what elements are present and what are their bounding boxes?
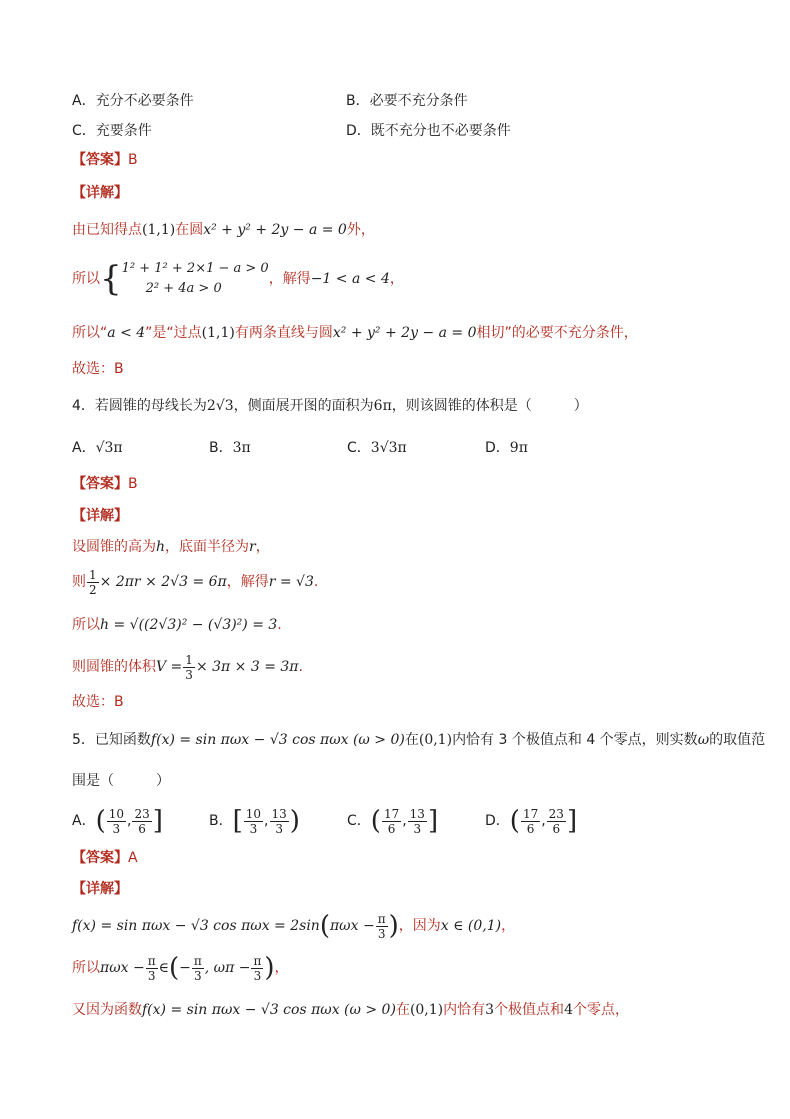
bracket: ]	[427, 806, 439, 836]
answer-tag: 【答案】	[72, 850, 128, 866]
numerator: π	[147, 953, 156, 968]
option-label: D．	[485, 813, 510, 829]
denominator: 6	[552, 821, 561, 836]
paren-open: (	[319, 911, 330, 941]
denominator: 3	[193, 968, 202, 983]
separator: ,	[402, 813, 407, 829]
bracket: [	[232, 806, 243, 836]
paren-open: (	[168, 953, 180, 983]
q5-option-c	[347, 801, 438, 841]
denominator: 3	[413, 821, 422, 836]
text: 则	[72, 574, 86, 590]
q3-option-b: B．必要不充分条件	[346, 93, 468, 109]
bracket: ]	[566, 806, 578, 836]
q4-detail-tag	[72, 506, 128, 526]
q4-choose: 故选：B	[72, 694, 124, 710]
option-label: A．	[72, 440, 96, 456]
fraction	[87, 568, 99, 597]
math: −	[179, 960, 191, 976]
fraction	[132, 807, 151, 836]
math: V =	[156, 659, 183, 675]
math: 6π	[373, 398, 392, 414]
text: 相切”的必要不充分条件，	[476, 325, 638, 341]
q4-detail-line-3	[72, 610, 282, 640]
text: 个零点，	[572, 1002, 629, 1018]
denominator: 3	[147, 968, 156, 983]
math: h	[156, 539, 166, 555]
numerator: 13	[409, 806, 425, 821]
numerator: 23	[548, 806, 564, 821]
math: πωx −	[329, 918, 375, 934]
q5-answer	[72, 848, 138, 868]
math: × 3π × 3 = 3π	[195, 659, 299, 675]
q5-detail-line-2	[72, 950, 289, 986]
fraction	[107, 807, 126, 836]
bracket: (	[370, 806, 381, 836]
text: .	[277, 617, 282, 633]
answer-value: B	[128, 476, 138, 492]
denominator: 6	[138, 821, 146, 836]
option-label: D．	[485, 440, 510, 456]
detail-tag: 【详解】	[72, 881, 128, 897]
fraction	[192, 954, 204, 983]
fraction	[251, 954, 263, 983]
text: ，侧面展开图的面积为	[233, 398, 374, 414]
brace-symbol: {	[100, 259, 122, 299]
denominator: 3	[249, 821, 258, 836]
text: .	[313, 574, 319, 590]
q3-answer	[72, 150, 138, 170]
text: 5．已知函数	[72, 732, 151, 748]
option-label: A．	[72, 813, 96, 829]
denominator: 3	[185, 667, 193, 682]
q4-detail-line-2	[72, 566, 318, 598]
q3-detail-line-1	[72, 220, 375, 240]
q3-option-a: A．充分不必要条件	[72, 93, 194, 109]
text: 在	[404, 732, 419, 748]
answer-tag: 【答案】	[72, 152, 128, 168]
math: ∈	[158, 960, 169, 976]
option-value: √3π	[95, 440, 123, 456]
math: f(x) = sin πωx − √3 cos πωx = 2sin	[72, 918, 320, 934]
text: ”是“过点	[145, 325, 202, 341]
text: ，解得	[226, 574, 269, 590]
text: ，	[255, 539, 270, 555]
q3-option-d: D．既不充分也不必要条件	[346, 123, 511, 139]
text: ，	[389, 271, 404, 287]
numerator: 17	[383, 806, 400, 821]
text: 外，	[346, 222, 375, 238]
fraction	[244, 807, 263, 836]
bracket: ]	[152, 806, 163, 836]
math: −1 < a < 4	[310, 271, 390, 287]
q3-detail-line-2	[72, 258, 404, 300]
text: ，则该圆锥的体积是（ ）	[391, 398, 588, 414]
bracket: (	[509, 806, 520, 836]
text: 所以	[72, 271, 100, 287]
denominator: 6	[526, 821, 535, 836]
separator: ,	[127, 813, 132, 829]
denominator: 3	[275, 821, 283, 836]
q5-stem-line-1	[72, 730, 765, 750]
math: x² + y² + 2y − a = 0	[332, 325, 477, 341]
math: πωx −	[100, 960, 145, 976]
answer-value: A	[128, 850, 138, 866]
numerator: 1	[185, 652, 193, 667]
q3-choose: 故选：B	[72, 361, 124, 377]
inequality-system	[122, 259, 269, 299]
denominator: 3	[253, 968, 262, 983]
text: .	[298, 659, 303, 675]
text: 个极值点和	[494, 1002, 565, 1018]
numerator: 13	[271, 806, 287, 821]
q3-option-c: C．充要条件	[72, 123, 152, 139]
math: f(x) = sin πωx − √3 cos πωx (ω > 0)	[142, 1002, 396, 1018]
numerator: 23	[134, 806, 150, 821]
option-label: C．	[347, 813, 371, 829]
text: ，解得	[268, 271, 311, 287]
text: 有两条直线与圆	[234, 325, 333, 341]
text: 所以“	[72, 325, 108, 341]
option-label: C．	[347, 440, 371, 456]
math: f(x) = sin πωx − √3 cos πωx (ω > 0)	[150, 732, 405, 748]
numerator: 1	[89, 567, 97, 582]
fraction	[521, 807, 540, 836]
text: ，	[501, 918, 516, 934]
math: r	[249, 539, 256, 555]
bracket: (	[95, 806, 106, 836]
q4-option-d	[485, 437, 528, 457]
q5-option-a	[72, 801, 163, 841]
denominator: 3	[377, 926, 386, 941]
text: 在圆	[175, 222, 204, 238]
inequality-2: 2² + 4a > 0	[145, 281, 222, 296]
text: 所以	[72, 617, 100, 633]
math: h = √((2√3)² − (√3)²) = 3	[100, 617, 278, 633]
q5-option-d	[485, 801, 577, 841]
option-label: B．	[209, 813, 233, 829]
fraction	[146, 954, 158, 983]
text: 在	[395, 1002, 410, 1018]
math: x ∈ (0,1)	[440, 918, 502, 934]
denominator: 2	[89, 582, 97, 597]
detail-tag: 【详解】	[72, 185, 128, 201]
paren-close: )	[264, 953, 275, 983]
option-value: 9π	[509, 440, 528, 456]
fraction	[270, 807, 289, 836]
text: 设圆锥的高为	[72, 539, 156, 555]
numerator: 17	[522, 806, 539, 821]
math: (0,1)	[418, 732, 453, 748]
math: ω	[697, 732, 710, 748]
q3-detail-tag	[72, 183, 128, 203]
math: 2√3	[206, 398, 234, 414]
option-label: B．	[209, 440, 233, 456]
text: 又因为函数	[72, 1002, 142, 1018]
math: 3	[485, 1002, 495, 1018]
bracket: )	[289, 806, 300, 836]
q5-detail-line-1	[72, 908, 515, 944]
inequality-1: 1² + 1² + 2×1 − a > 0	[121, 261, 269, 276]
q4-answer	[72, 474, 138, 494]
text: ，	[274, 960, 289, 976]
denominator: 6	[387, 821, 396, 836]
numerator: π	[377, 911, 386, 926]
answer-tag: 【答案】	[72, 476, 128, 492]
numerator: π	[193, 953, 202, 968]
fraction	[547, 807, 566, 836]
q5-stem-line-2: 围是（ ）	[72, 773, 170, 789]
text: 4．若圆锥的母线长为	[72, 398, 207, 414]
answer-value: B	[128, 152, 138, 168]
math: , ωπ −	[204, 960, 251, 976]
math: × 2πr × 2√3 = 6π	[99, 574, 227, 590]
text: 的取值范	[709, 732, 766, 748]
math: (0,1)	[409, 1002, 444, 1018]
q4-option-a	[72, 437, 123, 457]
fraction	[382, 807, 401, 836]
q4-detail-line-1	[72, 537, 270, 557]
math: r = √3	[268, 574, 314, 590]
math: a < 4	[107, 325, 146, 341]
math: 4	[564, 1002, 573, 1018]
text: ，因为	[398, 918, 441, 934]
math: x² + y² + 2y − a = 0	[203, 222, 347, 238]
numerator: π	[253, 953, 262, 968]
paren-close: )	[388, 911, 399, 941]
numerator: 10	[245, 806, 262, 821]
q5-detail-line-3	[72, 1000, 629, 1020]
text: 由已知得点	[72, 222, 142, 238]
fraction	[408, 807, 427, 836]
q5-detail-tag	[72, 879, 128, 899]
separator: ,	[541, 813, 546, 829]
q4-detail-line-4	[72, 650, 303, 684]
text: 所以	[72, 960, 100, 976]
text: 则圆锥的体积	[72, 659, 156, 675]
separator: ,	[264, 813, 269, 829]
option-value: 3π	[232, 440, 251, 456]
text: 内恰有 3 个极值点和 4 个零点，则实数	[452, 732, 698, 748]
q4-option-b	[209, 437, 251, 457]
option-value: 3√3π	[370, 440, 407, 456]
q4-stem	[72, 396, 588, 416]
text: 内恰有	[443, 1002, 486, 1018]
math: (1,1)	[201, 325, 235, 341]
q3-detail-line-3	[72, 323, 638, 343]
denominator: 3	[112, 821, 121, 836]
math: (1,1)	[142, 222, 176, 238]
fraction	[376, 912, 388, 941]
text: ，底面半径为	[165, 539, 250, 555]
fraction	[183, 653, 195, 682]
numerator: 10	[108, 806, 125, 821]
detail-tag: 【详解】	[72, 508, 128, 524]
q4-option-c	[347, 437, 407, 457]
q5-option-b	[209, 801, 300, 841]
